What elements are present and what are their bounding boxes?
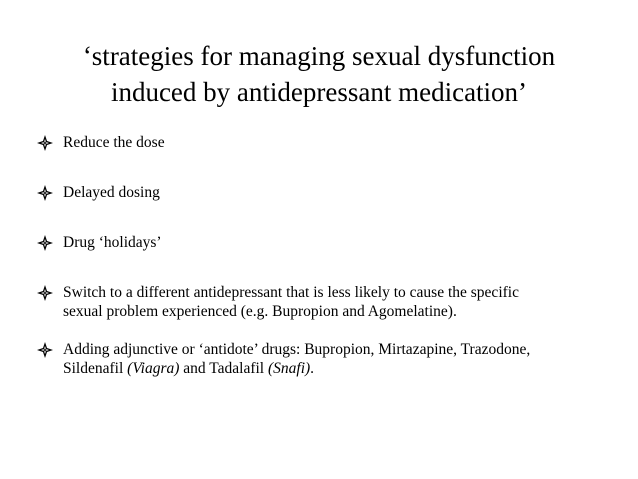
- diamond-bullet-icon: [36, 341, 54, 359]
- title-line-2: induced by antidepressant medication’: [110, 77, 528, 107]
- bullet-text-line-2: [63, 359, 616, 378]
- bullet-text-line-2: sexual problem experienced (e.g. Bupropion and Agomelatine).: [63, 303, 457, 320]
- sentence-end: .: [310, 360, 315, 377]
- bullet-item-reduce-dose: [36, 133, 616, 152]
- diamond-bullet-icon: [36, 184, 54, 202]
- brand-snafi: (Snafi): [267, 360, 311, 377]
- bullet-item-delayed-dosing: [36, 183, 616, 202]
- diamond-bullet-icon: [36, 284, 54, 302]
- bullet-item-adjunctive-drugs: [36, 340, 616, 378]
- bullet-text: Drug ‘holidays’: [63, 234, 162, 251]
- brand-viagra: (Viagra): [127, 360, 180, 377]
- title-line-1: ‘strategies for managing sexual dysfunction: [82, 41, 556, 71]
- bullet-text: Reduce the dose: [63, 134, 165, 151]
- bullet-item-drug-holidays: [36, 233, 616, 252]
- bullet-text-line-1: Adding adjunctive or ‘antidote’ drugs: Bupropion, Mirtazapine, Trazodone,: [63, 341, 531, 358]
- drug-sildenafil: Sildenafil: [63, 360, 128, 377]
- drug-tadalafil: and Tadalafil: [179, 360, 268, 377]
- diamond-bullet-icon: [36, 234, 54, 252]
- diamond-bullet-icon: [36, 134, 54, 152]
- bullet-text-line-1: Switch to a different antidepressant that is less likely to cause the specific: [63, 284, 519, 301]
- bullet-text: Delayed dosing: [63, 184, 160, 201]
- bullet-item-switch-antidepressant: [36, 283, 616, 321]
- bullet-list: [36, 133, 616, 378]
- slide-title: [40, 38, 598, 110]
